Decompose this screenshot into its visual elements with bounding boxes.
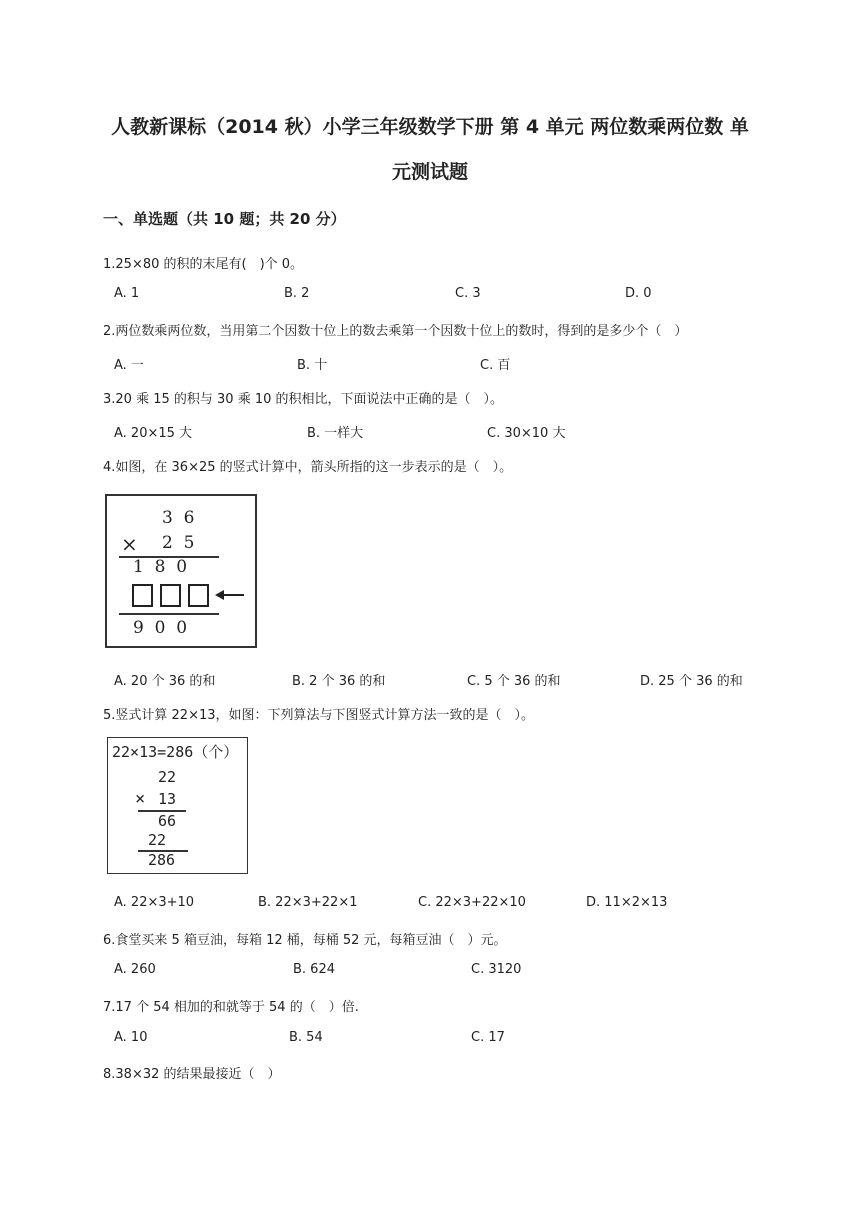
figure-multiplication-22x13 <box>107 737 248 874</box>
q2-option-a: A. 一 <box>114 358 144 373</box>
q5-option-c: C. 22×3+22×10 <box>418 895 526 910</box>
q7-option-a: A. 10 <box>114 1030 148 1045</box>
fig4-row-180: 1 8 0 <box>133 557 188 577</box>
q4-option-a: A. 20 个 36 的和 <box>114 674 216 689</box>
fig4-line-2 <box>119 613 219 615</box>
fig5-times-sign: × <box>135 789 146 809</box>
q1-option-d: D. 0 <box>625 286 652 301</box>
document-title-line1: 人教新课标（2014 秋）小学三年级数学下册 第 4 单元 两位数乘两位数 单 <box>111 116 749 138</box>
question-1: 1.25×80 的积的末尾有( )个 0。 <box>103 257 304 272</box>
q5-option-d: D. 11×2×13 <box>586 895 668 910</box>
question-3: 3.20 乘 15 的积与 30 乘 10 的积相比，下面说法中正确的是（ ）。 <box>103 392 503 407</box>
document-title-line2: 元测试题 <box>391 161 468 183</box>
q5-option-b: B. 22×3+22×1 <box>258 895 358 910</box>
fig5-partial-66: 66 <box>158 812 177 830</box>
q4-option-b: B. 2 个 36 的和 <box>292 674 386 689</box>
fig4-row-900: 9 0 0 <box>133 618 188 638</box>
fig5-result-286: 286 <box>148 851 176 869</box>
question-8: 8.38×32 的结果最接近（ ） <box>103 1067 281 1082</box>
question-7: 7.17 个 54 相加的和就等于 54 的（ ）倍. <box>103 1000 359 1015</box>
question-6: 6.食堂买来 5 箱豆油，每箱 12 桶，每桶 52 元，每箱豆油（ ）元。 <box>103 933 507 948</box>
fig5-partial-22: 22 <box>148 831 167 849</box>
q2-option-c: C. 百 <box>480 358 511 373</box>
fig4-arrow-shaft <box>222 594 244 596</box>
q3-option-c: C. 30×10 大 <box>487 426 566 441</box>
q6-option-a: A. 260 <box>114 962 156 977</box>
q6-option-b: B. 624 <box>293 962 335 977</box>
q5-option-a: A. 22×3+10 <box>114 895 195 910</box>
fig4-blank-box-2 <box>160 584 181 607</box>
q3-option-a: A. 20×15 大 <box>114 426 193 441</box>
question-2: 2.两位数乘两位数，当用第二个因数十位上的数去乘第一个因数十位上的数时，得到的是多少个（ ） <box>103 324 688 339</box>
q7-option-b: B. 54 <box>289 1030 323 1045</box>
question-5: 5.竖式计算 22×13，如图：下列算法与下图竖式计算方法一致的是（ ）。 <box>103 708 535 723</box>
fig4-blank-box-3 <box>188 584 209 607</box>
fig4-blank-box-1 <box>132 584 153 607</box>
fig4-row-25: 2 5 <box>162 533 195 553</box>
q3-option-b: B. 一样大 <box>307 426 364 441</box>
q1-option-a: A. 1 <box>114 286 140 301</box>
q6-option-c: C. 3120 <box>471 962 522 977</box>
q1-option-c: C. 3 <box>455 286 481 301</box>
q1-option-b: B. 2 <box>284 286 310 301</box>
figure-multiplication-36x25 <box>105 494 257 648</box>
q4-option-d: D. 25 个 36 的和 <box>640 674 743 689</box>
fig4-times-sign: × <box>121 532 138 556</box>
fig4-row-36: 3 6 <box>162 508 195 528</box>
section-heading: 一、单选题（共 10 题；共 20 分） <box>103 210 346 228</box>
fig5-number-22: 22 <box>158 768 177 786</box>
q2-option-b: B. 十 <box>297 358 328 373</box>
q7-option-c: C. 17 <box>471 1030 505 1045</box>
q4-option-c: C. 5 个 36 的和 <box>467 674 561 689</box>
question-4: 4.如图，在 36×25 的竖式计算中，箭头所指的这一步表示的是（ ）。 <box>103 460 513 475</box>
fig5-number-13: 13 <box>158 790 177 808</box>
fig5-header: 22×13=286（个） <box>112 743 239 761</box>
